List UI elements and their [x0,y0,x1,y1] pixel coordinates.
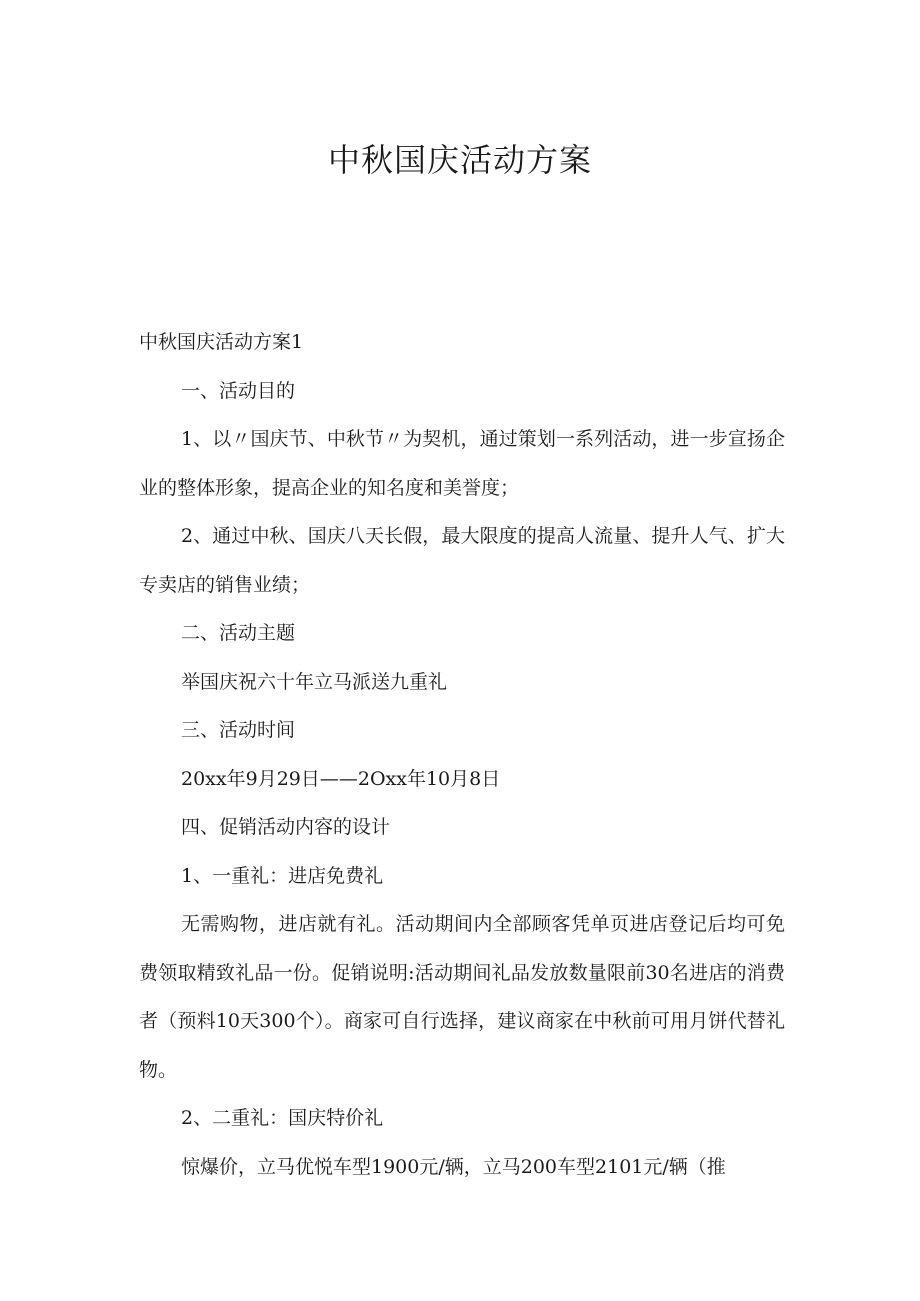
subsection-heading: 二、活动主题 [181,622,296,644]
document-title: 中秋国庆活动方案 [327,141,592,179]
paragraph: 无需购物，进店就有礼。活动期间内全部顾客凭单页进店登记后均可免费领取精致礼品一份。促销说明:活动期间礼品发放数量限前30名进店的消费者（预料10天300个）。商家可自行选择，建议商家在中秋前可用月饼代替礼物。 [139,913,785,1081]
section-heading: 中秋国庆活动方案1 [139,331,304,353]
paragraph: 2、二重礼：国庆特价礼 [181,1107,384,1129]
document-body [139,318,785,1191]
paragraph: 2、通过中秋、国庆八天长假，最大限度的提高人流量、提升人气、扩大专卖店的销售业绩； [139,525,785,596]
paragraph: 20xx年9月29日——2Oxx年10月8日 [181,767,501,790]
subsection-heading: 四、促销活动内容的设计 [181,816,391,838]
subsection-heading: 三、活动时间 [181,719,296,741]
paragraph: 举国庆祝六十年立马派送九重礼 [181,670,448,693]
paragraph: 1、一重礼：进店免费礼 [181,864,384,887]
subsection-heading: 一、活动目的 [181,379,296,402]
paragraph: 1、以〃国庆节、中秋节〃为契机，通过策划一系列活动，进一步宣扬企业的整体形象，提高企业的知名度和美誉度； [139,428,785,499]
paragraph: 惊爆价，立马优悦车型1900元/辆，立马200车型2101元/辆（推 [181,1155,726,1178]
